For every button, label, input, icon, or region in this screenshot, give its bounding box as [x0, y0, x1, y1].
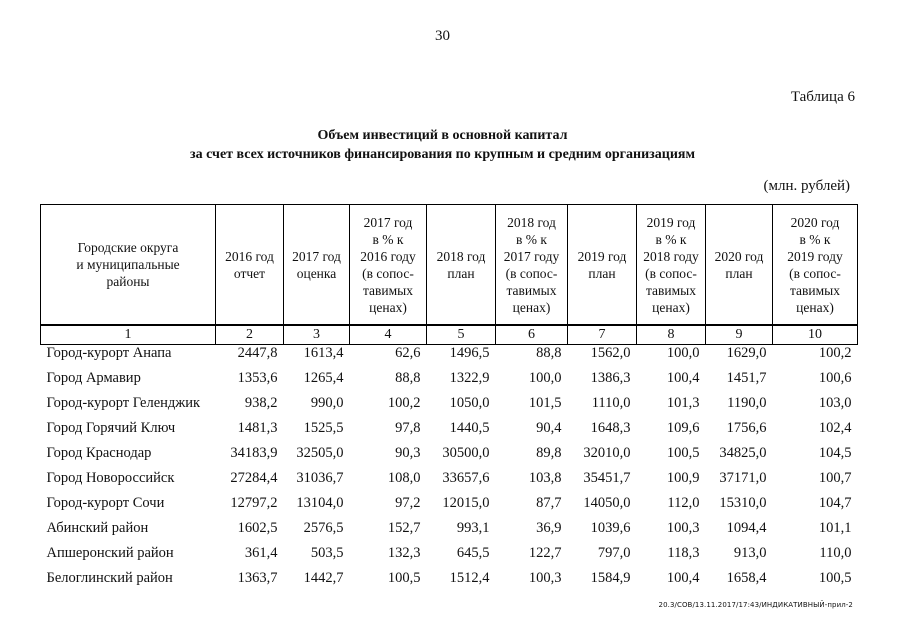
value-cell: 1353,6	[237, 370, 278, 386]
value-cell: 1629,0	[726, 345, 767, 361]
column-header-label: 2020 год в % к 2019 году (в сопос- тавимых ценах)	[787, 214, 843, 315]
district-name-cell: Город Новороссийск	[46, 470, 175, 486]
value-cell: 32505,0	[296, 445, 344, 461]
value-cell: 100,0	[666, 345, 700, 361]
value-cell: 15310,0	[719, 495, 767, 511]
value-cell: 100,5	[666, 445, 700, 461]
value-cell: 88,8	[536, 345, 562, 361]
value-cell: 110,0	[819, 545, 852, 561]
column-header-1	[41, 205, 216, 326]
table-row	[41, 441, 858, 466]
district-name-cell: Белоглинский район	[46, 570, 173, 586]
column-header-9	[706, 205, 773, 326]
value-cell: 12015,0	[442, 495, 490, 511]
value-cell: 1658,4	[726, 570, 767, 586]
column-number: 2	[216, 325, 284, 345]
value-cell: 104,7	[818, 495, 852, 511]
column-header-3	[284, 205, 350, 326]
title-line-1: Объем инвестиций в основной капитал	[317, 128, 568, 143]
value-cell: 152,7	[387, 520, 421, 536]
column-header-label: 2018 год в % к 2017 году (в сопос- тавимых ценах)	[503, 214, 560, 315]
column-header-label: 2017 год оценка	[292, 248, 341, 281]
value-cell: 32010,0	[583, 445, 631, 461]
table-row	[41, 466, 858, 491]
value-cell: 1525,5	[303, 420, 344, 436]
column-header-8	[637, 205, 706, 326]
value-cell: 12797,2	[230, 495, 278, 511]
column-header-label: 2020 год план	[714, 248, 764, 281]
value-cell: 100,9	[666, 470, 700, 486]
value-cell: 1322,9	[449, 370, 490, 386]
value-cell: 2447,8	[237, 345, 278, 361]
value-cell: 1363,7	[237, 570, 278, 586]
district-name-cell: Город-курорт Геленджик	[46, 395, 201, 411]
value-cell: 100,3	[528, 570, 562, 586]
value-cell: 100,2	[818, 345, 852, 361]
value-cell: 645,5	[456, 545, 490, 561]
district-name-cell: Город Горячий Ключ	[46, 420, 176, 436]
value-cell: 993,1	[456, 520, 490, 536]
value-cell: 1442,7	[303, 570, 344, 586]
district-name-cell: Город-курорт Анапа	[46, 345, 172, 361]
value-cell: 97,8	[395, 420, 421, 436]
value-cell: 14050,0	[583, 495, 631, 511]
value-cell: 90,4	[536, 420, 562, 436]
value-cell: 503,5	[310, 545, 344, 561]
column-number: 7	[568, 325, 637, 345]
column-header-10	[773, 205, 858, 326]
value-cell: 118,3	[667, 545, 700, 561]
column-header-label: Городские округа и муниципальные районы	[76, 240, 180, 289]
column-header-label: 2016 год отчет	[225, 248, 274, 281]
value-cell: 34183,9	[230, 445, 278, 461]
value-cell: 100,5	[818, 570, 852, 586]
value-cell: 87,7	[536, 495, 562, 511]
column-header-4	[350, 205, 427, 326]
table-body	[41, 345, 858, 592]
column-header-2	[216, 205, 284, 326]
district-name-cell: Апшеронский район	[46, 545, 174, 561]
column-number: 10	[773, 325, 858, 345]
district-name-cell: Город Краснодар	[46, 445, 152, 461]
district-name-cell: Город Армавир	[46, 370, 141, 386]
value-cell: 100,4	[666, 370, 700, 386]
column-number: 6	[496, 325, 568, 345]
column-number: 9	[706, 325, 773, 345]
value-cell: 101,3	[666, 395, 700, 411]
value-cell: 1512,4	[449, 570, 490, 586]
value-cell: 103,8	[528, 470, 562, 486]
column-header-label: 2018 год план	[436, 248, 486, 281]
table-row	[41, 416, 858, 441]
column-header-5	[427, 205, 496, 326]
value-cell: 1110,0	[591, 395, 631, 411]
column-number: 3	[284, 325, 350, 345]
value-cell: 100,3	[666, 520, 700, 536]
value-cell: 1481,3	[237, 420, 278, 436]
value-cell: 132,3	[387, 545, 421, 561]
value-cell: 100,5	[387, 570, 421, 586]
value-cell: 1440,5	[449, 420, 490, 436]
units-label: (млн. рублей)	[763, 178, 850, 194]
value-cell: 1584,9	[590, 570, 631, 586]
value-cell: 112,0	[667, 495, 700, 511]
value-cell: 97,2	[395, 495, 421, 511]
value-cell: 89,8	[536, 445, 562, 461]
value-cell: 1648,3	[590, 420, 631, 436]
value-cell: 100,7	[818, 470, 852, 486]
value-cell: 88,8	[395, 370, 421, 386]
value-cell: 102,4	[818, 420, 852, 436]
value-cell: 797,0	[597, 545, 631, 561]
column-number-row	[41, 325, 858, 345]
value-cell: 100,6	[818, 370, 852, 386]
column-header-label: 2017 год в % к 2016 году (в сопос- тавимых ценах)	[360, 214, 416, 315]
value-cell: 101,1	[818, 520, 852, 536]
table-title	[0, 126, 885, 164]
value-cell: 100,2	[387, 395, 421, 411]
value-cell: 1613,4	[303, 345, 344, 361]
column-header-label: 2019 год в % к 2018 году (в сопос- тавимых ценах)	[643, 214, 699, 315]
value-cell: 27284,4	[230, 470, 278, 486]
column-header-6	[496, 205, 568, 326]
value-cell: 109,6	[666, 420, 700, 436]
value-cell: 37171,0	[719, 470, 767, 486]
value-cell: 122,7	[528, 545, 562, 561]
value-cell: 1039,6	[590, 520, 631, 536]
value-cell: 100,4	[666, 570, 700, 586]
column-header-label: 2019 год план	[577, 248, 627, 281]
district-name-cell: Абинский район	[46, 520, 149, 536]
value-cell: 1265,4	[303, 370, 344, 386]
value-cell: 913,0	[733, 545, 767, 561]
value-cell: 13104,0	[296, 495, 344, 511]
header-row	[41, 205, 858, 326]
title-line-2: за счет всех источников финансирования по крупным и средним организациям	[189, 147, 696, 162]
column-header-7	[568, 205, 637, 326]
footer-note: 20.3/СОВ/13.11.2017/17:43/ИНДИКАТИВНЫЙ-прил-2	[658, 601, 853, 609]
value-cell: 31036,7	[296, 470, 344, 486]
table-row	[41, 516, 858, 541]
page-number: 30	[435, 28, 450, 44]
value-cell: 108,0	[387, 470, 421, 486]
value-cell: 34825,0	[719, 445, 767, 461]
investment-table	[40, 204, 858, 591]
value-cell: 938,2	[244, 395, 278, 411]
value-cell: 1094,4	[726, 520, 767, 536]
value-cell: 1756,6	[726, 420, 767, 436]
value-cell: 33657,6	[442, 470, 490, 486]
table-row	[41, 391, 858, 416]
value-cell: 35451,7	[583, 470, 631, 486]
value-cell: 2576,5	[303, 520, 344, 536]
table-row	[41, 541, 858, 566]
value-cell: 103,0	[818, 395, 852, 411]
value-cell: 1496,5	[449, 345, 490, 361]
column-number: 8	[637, 325, 706, 345]
value-cell: 36,9	[536, 520, 562, 536]
value-cell: 1190,0	[727, 395, 767, 411]
value-cell: 1562,0	[590, 345, 631, 361]
value-cell: 100,0	[528, 370, 562, 386]
table-row	[41, 491, 858, 516]
table-row	[41, 566, 858, 591]
value-cell: 90,3	[395, 445, 421, 461]
column-number: 5	[427, 325, 496, 345]
column-number: 4	[350, 325, 427, 345]
value-cell: 1386,3	[590, 370, 631, 386]
value-cell: 101,5	[528, 395, 562, 411]
district-name-cell: Город-курорт Сочи	[46, 495, 165, 511]
value-cell: 104,5	[818, 445, 852, 461]
table-label: Таблица 6	[790, 89, 855, 105]
table-row	[41, 345, 858, 367]
value-cell: 1602,5	[237, 520, 278, 536]
value-cell: 990,0	[310, 395, 344, 411]
value-cell: 30500,0	[442, 445, 490, 461]
value-cell: 1050,0	[449, 395, 490, 411]
value-cell: 361,4	[244, 545, 278, 561]
table-row	[41, 366, 858, 391]
column-number: 1	[41, 325, 216, 345]
value-cell: 62,6	[395, 345, 421, 361]
value-cell: 1451,7	[726, 370, 767, 386]
